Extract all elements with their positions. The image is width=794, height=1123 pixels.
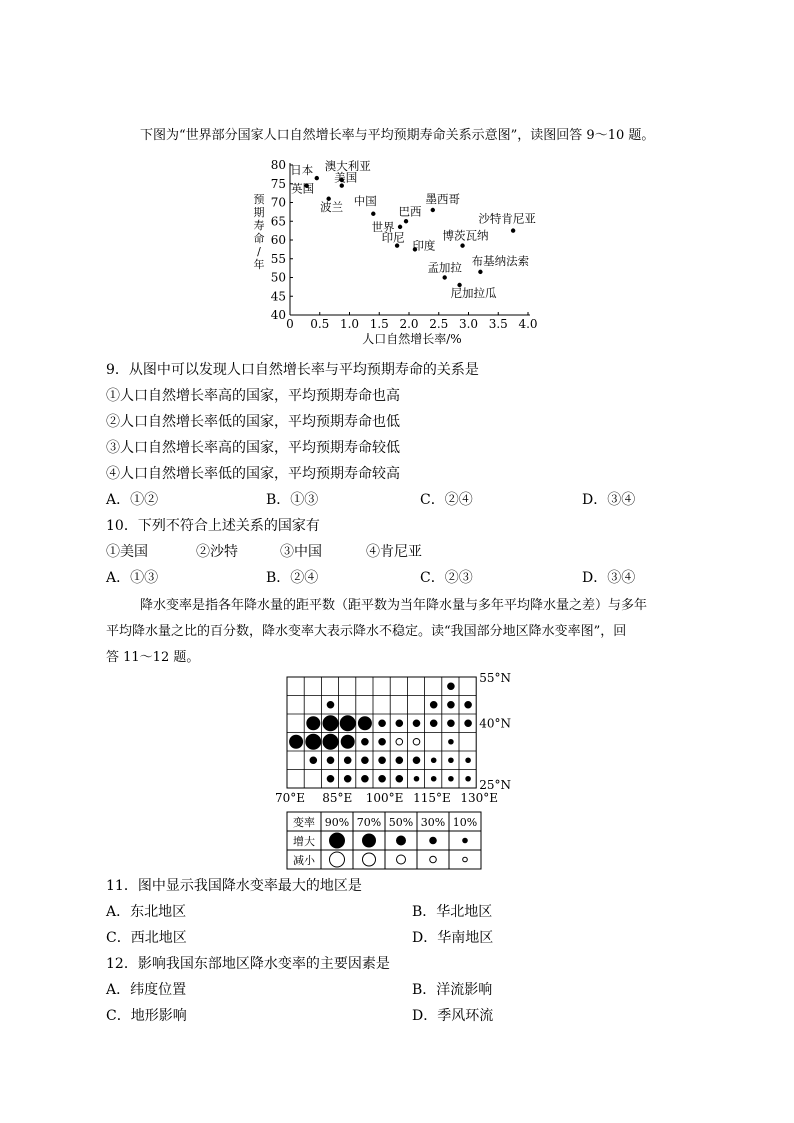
map-symbol [449, 758, 454, 763]
map-symbol [465, 701, 472, 708]
y-tick-label: 50 [270, 270, 286, 285]
scatter-point [460, 243, 464, 247]
scatter-point-label: 美国 [334, 170, 358, 185]
intro-text-2-line-1: 降水变率是指各年降水量的距平数（距平数为当年降水量与多年平均降水量之差）与多年 [140, 598, 648, 613]
q10-item-3: ③中国 [280, 544, 322, 560]
q11-option-d[interactable]: D．华南地区 [412, 930, 494, 946]
map-symbol [448, 683, 455, 690]
q10-option-b[interactable]: B．②④ [266, 570, 319, 586]
map-symbol [327, 701, 334, 708]
q12-option-b[interactable]: B．洋流影响 [412, 982, 493, 998]
x-tick-label: 0.5 [310, 317, 330, 331]
map-symbol [344, 775, 351, 782]
q10-stem: 10．下列不符合上述关系的国家有 [106, 518, 320, 534]
x-tick-label: 1.5 [369, 317, 389, 331]
map-symbol [466, 758, 471, 763]
q9-stem: 9．从图中可以发现人口自然增长率与平均预期寿命的关系是 [106, 362, 479, 378]
y-tick-label: 65 [270, 214, 286, 229]
x-tick-label: 1.0 [339, 317, 360, 331]
x-tick-label: 4.0 [518, 317, 538, 331]
map-symbol [396, 775, 403, 782]
q12-option-d[interactable]: D．季风环流 [412, 1008, 494, 1024]
map-symbol [465, 720, 472, 727]
map-symbol [379, 757, 386, 764]
longitude-label: 130°E [460, 791, 499, 805]
map-symbol [340, 716, 355, 731]
map-symbol [310, 757, 317, 764]
legend-row-label: 减小 [293, 854, 315, 867]
scatter-point-label: 巴西 [398, 204, 422, 219]
legend-row-label: 增大 [293, 835, 315, 848]
scatter-point-label: 博茨瓦纳 [442, 228, 489, 243]
y-label-char: 寿 [253, 219, 265, 232]
map-symbol [430, 720, 437, 727]
scatter-point [315, 176, 319, 180]
scatter-point [404, 219, 408, 223]
life-expectancy-scatter-chart [250, 155, 550, 355]
legend-header-cell: 70% [356, 816, 382, 829]
q10-item-1: ①美国 [106, 544, 148, 560]
map-symbol [448, 701, 455, 708]
scatter-point [478, 270, 482, 274]
latitude-label: 55°N [479, 672, 511, 685]
map-symbol [327, 757, 334, 764]
q12-stem: 12．影响我国东部地区降水变率的主要因素是 [106, 956, 390, 972]
q9-item-2: ②人口自然增长率低的国家，平均预期寿命也低 [106, 414, 400, 430]
y-label-char: 期 [253, 206, 265, 219]
scatter-point [398, 225, 402, 229]
legend-header-cell: 50% [388, 816, 414, 829]
map-symbol [449, 739, 454, 744]
map-symbol [430, 701, 437, 708]
q9-item-1: ①人口自然增长率高的国家，平均预期寿命也高 [106, 388, 400, 404]
x-tick-label: 3.0 [458, 317, 479, 331]
map-symbol [341, 735, 354, 748]
scatter-point-label: 日本 [290, 163, 314, 178]
longitude-label: 100°E [365, 791, 404, 805]
q9-option-c[interactable]: C．②④ [420, 492, 473, 508]
q9-option-d[interactable]: D．③④ [582, 492, 636, 508]
y-tick-label: 80 [270, 158, 286, 172]
x-tick-label: 2.5 [429, 317, 449, 331]
scatter-point [431, 208, 435, 212]
map-symbol [323, 716, 338, 731]
map-symbol [362, 757, 369, 764]
legend-header-cell: 90% [324, 816, 350, 829]
scatter-point-label: 波兰 [320, 199, 344, 214]
scatter-point-label: 英国 [291, 181, 315, 196]
precipitation-variability-map [270, 672, 530, 872]
longitude-label: 115°E [413, 791, 451, 805]
map-legend [287, 812, 481, 869]
scatter-point-label: 中国 [353, 193, 377, 208]
y-tick-label: 75 [270, 176, 286, 191]
scatter-point [443, 275, 447, 279]
map-symbol [431, 776, 436, 781]
y-label-char: 年 [253, 258, 265, 271]
q10-option-c[interactable]: C．②③ [420, 570, 473, 586]
map-symbol [362, 738, 369, 745]
legend-header-cell: 10% [452, 816, 478, 829]
scatter-x-axis-label: 人口自然增长率/% [362, 332, 462, 346]
scatter-point [511, 228, 515, 232]
map-symbol [396, 757, 403, 764]
y-label-char: 预 [253, 193, 265, 206]
map-symbol [379, 720, 386, 727]
map-symbol [379, 738, 386, 745]
q10-option-a[interactable]: A．①③ [106, 570, 159, 586]
legend-symbol [397, 855, 406, 864]
map-symbol [379, 775, 386, 782]
legend-symbol [363, 853, 376, 866]
scatter-point-label: 尼加拉瓜 [450, 286, 497, 300]
y-tick-label: 60 [270, 233, 286, 247]
map-symbol [358, 717, 371, 730]
map-symbol [327, 775, 334, 782]
legend-symbol [330, 833, 345, 848]
q11-option-a[interactable]: A．东北地区 [106, 904, 187, 920]
map-symbol [431, 758, 436, 763]
scatter-point [371, 212, 375, 216]
latitude-label: 40°N [479, 716, 511, 731]
legend-symbol [463, 857, 468, 862]
scatter-y-axis-label [254, 193, 265, 271]
map-symbol [413, 738, 420, 745]
scatter-point-label: 沙特肯尼亚 [478, 211, 536, 226]
map-symbol [396, 738, 403, 745]
y-tick-label: 45 [270, 289, 286, 304]
map-symbol [344, 757, 351, 764]
q12-option-a[interactable]: A．纬度位置 [106, 982, 187, 998]
legend-header-cell: 变率 [293, 816, 315, 829]
x-tick-label: 0 [286, 317, 294, 331]
scatter-point-label: 印度 [412, 238, 436, 253]
x-tick-label: 2.0 [399, 317, 419, 331]
map-symbol [307, 717, 320, 730]
q9-option-b[interactable]: B．①③ [266, 492, 319, 508]
q9-item-3: ③人口自然增长率高的国家，平均预期寿命较低 [106, 440, 400, 456]
q9-item-4: ④人口自然增长率低的国家，平均预期寿命较高 [106, 466, 400, 482]
legend-symbol [330, 852, 345, 867]
scatter-point-label: 世界 [371, 219, 395, 234]
scatter-points [290, 159, 536, 300]
legend-symbol [430, 856, 437, 863]
map-symbol [414, 776, 419, 781]
scatter-point-label: 印尼 [381, 230, 405, 245]
legend-symbol [430, 837, 437, 844]
legend-symbol [463, 838, 468, 843]
map-symbol [448, 720, 455, 727]
q12-option-c[interactable]: C．地形影响 [106, 1008, 187, 1024]
legend-header-cell: 30% [420, 816, 446, 829]
q9-option-a[interactable]: A．①② [106, 492, 159, 508]
y-tick-label: 55 [270, 251, 286, 266]
q10-option-d[interactable]: D．③④ [582, 570, 636, 586]
q11-option-b[interactable]: B．华北地区 [412, 904, 493, 920]
map-symbol [396, 720, 403, 727]
y-tick-label: 70 [270, 195, 286, 210]
intro-text-1: 下图为“世界部分国家人口自然增长率与平均预期寿命关系示意图”，读图回答 9～10 题。 [140, 128, 655, 143]
map-symbol [323, 734, 338, 749]
q11-option-c[interactable]: C．西北地区 [106, 930, 187, 946]
latitude-label: 25°N [479, 778, 511, 792]
y-label-char: / [257, 245, 261, 258]
map-symbol [413, 720, 420, 727]
map-grid [287, 677, 476, 788]
q11-stem: 11．图中显示我国降水变率最大的地区是 [106, 878, 362, 894]
map-symbol [290, 735, 303, 748]
longitude-label: 85°E [322, 791, 353, 805]
map-symbol [466, 776, 471, 781]
q10-item-4: ④肯尼亚 [366, 544, 422, 560]
map-symbol [306, 734, 321, 749]
x-tick-label: 3.5 [488, 317, 508, 331]
map-symbol [449, 776, 454, 781]
legend-symbol [397, 836, 406, 845]
scatter-point-label: 澳大利亚 [324, 159, 371, 173]
scatter-point-label: 孟加拉 [427, 260, 462, 275]
intro-text-2-line-3: 答 11～12 题。 [106, 650, 200, 665]
q10-item-2: ②沙特 [196, 544, 238, 560]
longitude-label: 70°E [274, 791, 306, 805]
intro-text-2-line-2: 平均降水量之比的百分数，降水变率大表示降水不稳定。读“我国部分地区降水变率图”，回 [106, 624, 627, 639]
legend-symbol [363, 834, 376, 847]
scatter-point-label: 布基纳法索 [471, 253, 530, 268]
y-label-char: 命 [253, 232, 265, 245]
map-symbol [362, 775, 369, 782]
y-tick-label: 40 [270, 308, 286, 322]
map-symbol [413, 757, 420, 764]
scatter-point-label: 墨西哥 [425, 192, 461, 206]
